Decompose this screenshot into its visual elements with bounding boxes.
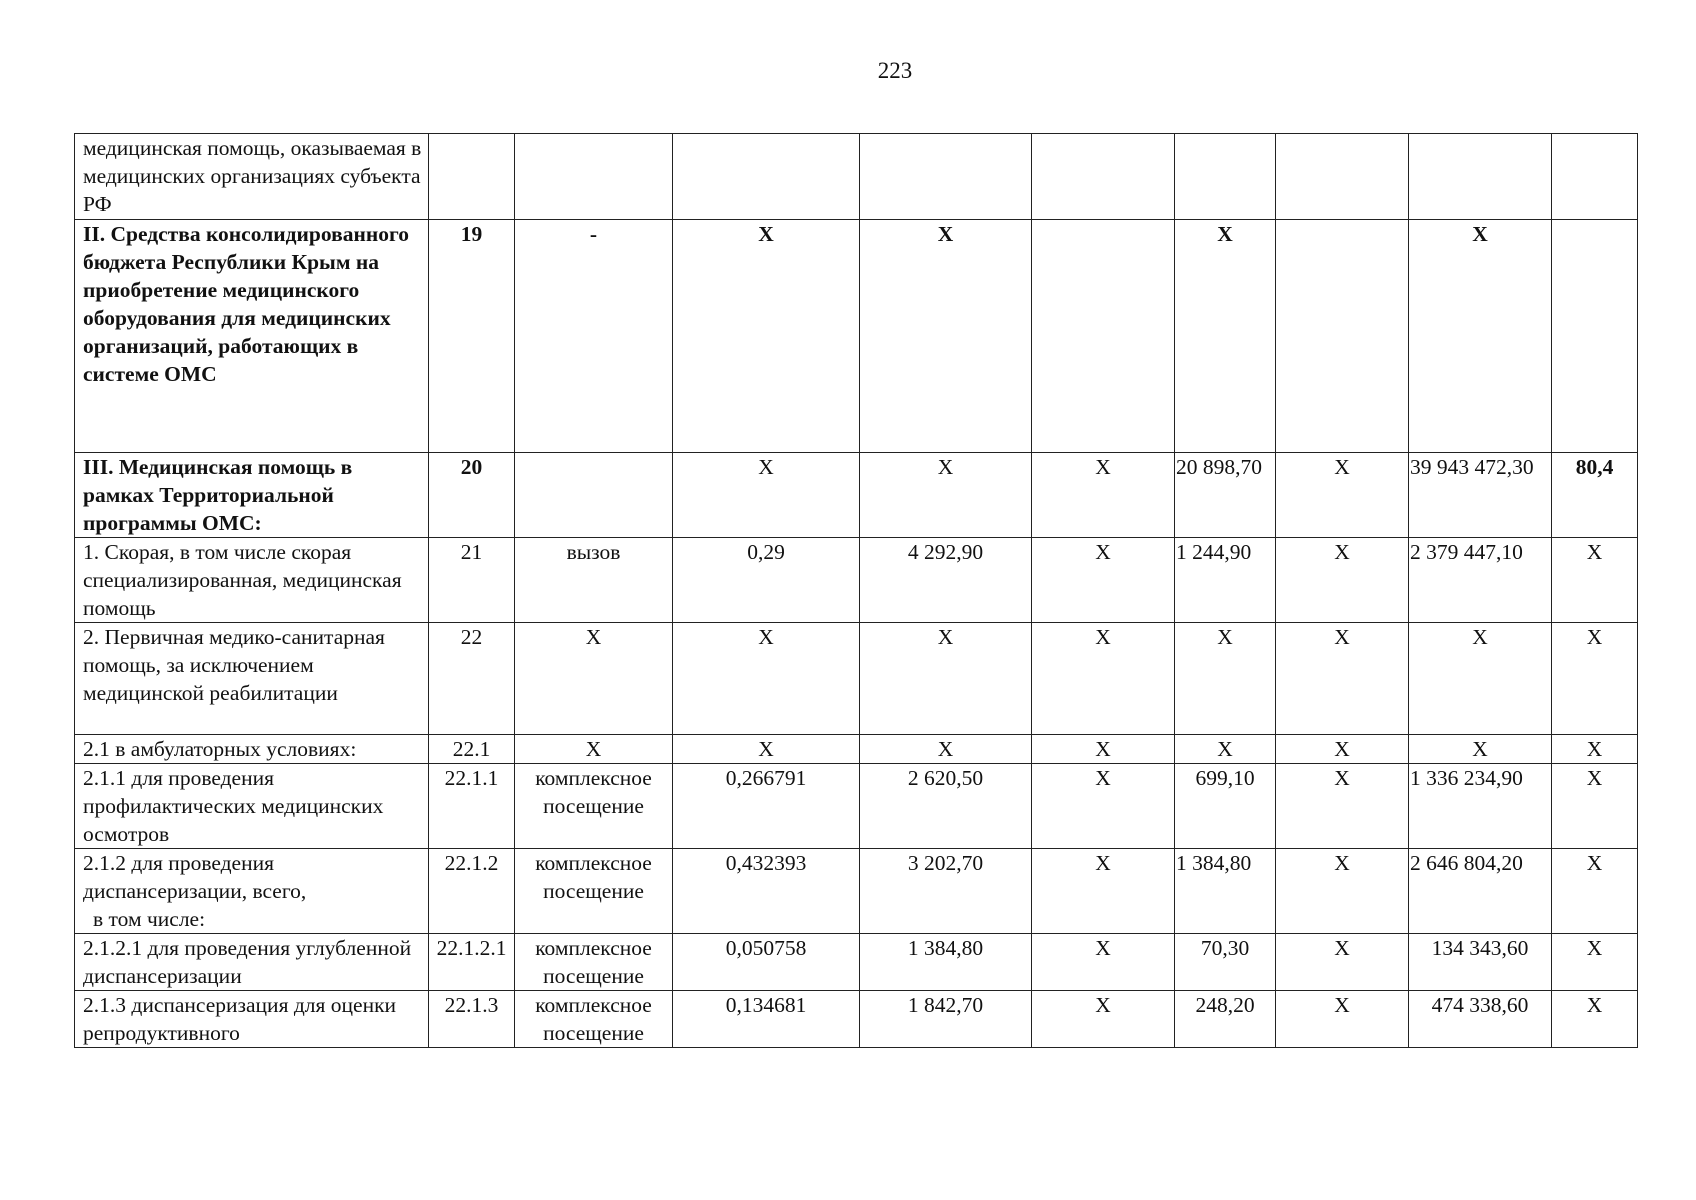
row-label [75, 849, 429, 934]
cell-value: X [1276, 849, 1409, 934]
row-label: III. Медицинская помощь в рамках Территориальной программы ОМС: [75, 453, 429, 538]
cell-unit: комплексное посещение [515, 764, 673, 849]
cell-unit: комплексное посещение [515, 934, 673, 991]
cell-value: 20 898,70 [1175, 453, 1276, 538]
cell-value [673, 134, 860, 220]
cell-value: X [1032, 623, 1175, 735]
row-label: медицинская помощь, оказываемая в медицинских организациях субъекта РФ [75, 134, 429, 220]
cell-code: 22.1.1 [429, 764, 515, 849]
cell-value: 0,266791 [673, 764, 860, 849]
cell-value [1276, 220, 1409, 453]
row-label: 2.1.2.1 для проведения углубленной диспансеризации [75, 934, 429, 991]
cell-value: 2 646 804,20 [1409, 849, 1552, 934]
cell-code: 22.1.2.1 [429, 934, 515, 991]
cell-value: X [673, 623, 860, 735]
cell-value: X [1276, 991, 1409, 1048]
cell-value: 39 943 472,30 [1409, 453, 1552, 538]
cell-value: 3 202,70 [860, 849, 1032, 934]
row-label: 2.1 в амбулаторных условиях: [75, 735, 429, 764]
cell-value: 0,050758 [673, 934, 860, 991]
financing-table [74, 133, 1638, 1048]
cell-value: 1 244,90 [1175, 538, 1276, 623]
cell-value: X [1552, 623, 1638, 735]
table-row [75, 764, 1638, 849]
cell-value: X [1032, 764, 1175, 849]
row-label: II. Средства консолидированного бюджета Республики Крым на приобретение медицинского оборудования для медицинских организаций, работающих в системе ОМС [75, 220, 429, 453]
cell-value: 1 842,70 [860, 991, 1032, 1048]
cell-value: X [1276, 764, 1409, 849]
cell-unit: комплексное посещение [515, 991, 673, 1048]
table-row [75, 991, 1638, 1048]
cell-value: 699,10 [1175, 764, 1276, 849]
cell-unit [515, 453, 673, 538]
cell-value: X [1552, 735, 1638, 764]
row-label: 2.1.1 для проведения профилактических медицинских осмотров [75, 764, 429, 849]
cell-code: 19 [429, 220, 515, 453]
cell-value [1552, 134, 1638, 220]
table-row [75, 453, 1638, 538]
cell-code: 22.1 [429, 735, 515, 764]
cell-value [1276, 134, 1409, 220]
cell-value: X [1276, 538, 1409, 623]
cell-value: X [673, 735, 860, 764]
table-row [75, 623, 1638, 735]
cell-value: X [1409, 220, 1552, 453]
cell-value [1032, 220, 1175, 453]
cell-value: X [1032, 735, 1175, 764]
cell-value: X [1276, 623, 1409, 735]
cell-value: 1 384,80 [860, 934, 1032, 991]
cell-code [429, 134, 515, 220]
cell-value: X [1276, 453, 1409, 538]
cell-value: X [1032, 538, 1175, 623]
cell-value: X [1552, 934, 1638, 991]
cell-value: X [1175, 735, 1276, 764]
cell-value: X [1032, 849, 1175, 934]
cell-value: 2 379 447,10 [1409, 538, 1552, 623]
cell-value: X [1552, 538, 1638, 623]
table-row [75, 538, 1638, 623]
cell-code: 22 [429, 623, 515, 735]
row-label: 2.1.3 диспансеризация для оценки репродуктивного [75, 991, 429, 1048]
row-label-text: 2.1.2 для проведения диспансеризации, всего, [83, 851, 307, 903]
cell-value: X [1032, 934, 1175, 991]
cell-value: 80,4 [1552, 453, 1638, 538]
cell-value: X [1175, 220, 1276, 453]
cell-value: 248,20 [1175, 991, 1276, 1048]
table-row [75, 934, 1638, 991]
cell-code: 22.1.2 [429, 849, 515, 934]
cell-value: X [1552, 991, 1638, 1048]
cell-value: 0,134681 [673, 991, 860, 1048]
cell-value: 1 384,80 [1175, 849, 1276, 934]
cell-value [1175, 134, 1276, 220]
cell-value: X [1032, 991, 1175, 1048]
cell-value [1552, 220, 1638, 453]
row-label: 1. Скорая, в том числе скорая специализированная, медицинская помощь [75, 538, 429, 623]
cell-value [1409, 134, 1552, 220]
cell-value: X [860, 453, 1032, 538]
table-row [75, 735, 1638, 764]
cell-unit: вызов [515, 538, 673, 623]
cell-value: X [1032, 453, 1175, 538]
cell-value: 134 343,60 [1409, 934, 1552, 991]
cell-value: X [860, 623, 1032, 735]
table-row [75, 134, 1638, 220]
cell-value: X [1552, 764, 1638, 849]
table-row [75, 849, 1638, 934]
cell-unit: - [515, 220, 673, 453]
cell-code: 20 [429, 453, 515, 538]
table-row [75, 220, 1638, 453]
cell-value: 2 620,50 [860, 764, 1032, 849]
cell-value: X [860, 735, 1032, 764]
cell-value: X [673, 453, 860, 538]
cell-value: 0,29 [673, 538, 860, 623]
row-label-subtext: в том числе: [93, 907, 206, 931]
cell-value: X [1552, 849, 1638, 934]
row-label: 2. Первичная медико-санитарная помощь, за исключением медицинской реабилитации [75, 623, 429, 735]
cell-value: 474 338,60 [1409, 991, 1552, 1048]
cell-unit: X [515, 623, 673, 735]
cell-value: X [1409, 623, 1552, 735]
cell-code: 21 [429, 538, 515, 623]
cell-value [860, 134, 1032, 220]
cell-value: 1 336 234,90 [1409, 764, 1552, 849]
cell-unit: X [515, 735, 673, 764]
page-number: 223 [877, 58, 913, 83]
cell-value: X [1276, 735, 1409, 764]
cell-unit [515, 134, 673, 220]
cell-value: 70,30 [1175, 934, 1276, 991]
cell-value: X [860, 220, 1032, 453]
cell-value: 4 292,90 [860, 538, 1032, 623]
cell-value: X [1175, 623, 1276, 735]
cell-value: X [1409, 735, 1552, 764]
cell-value: X [673, 220, 860, 453]
cell-value: X [1276, 934, 1409, 991]
cell-value: 0,432393 [673, 849, 860, 934]
cell-unit: комплексное посещение [515, 849, 673, 934]
cell-value [1032, 134, 1175, 220]
cell-code: 22.1.3 [429, 991, 515, 1048]
